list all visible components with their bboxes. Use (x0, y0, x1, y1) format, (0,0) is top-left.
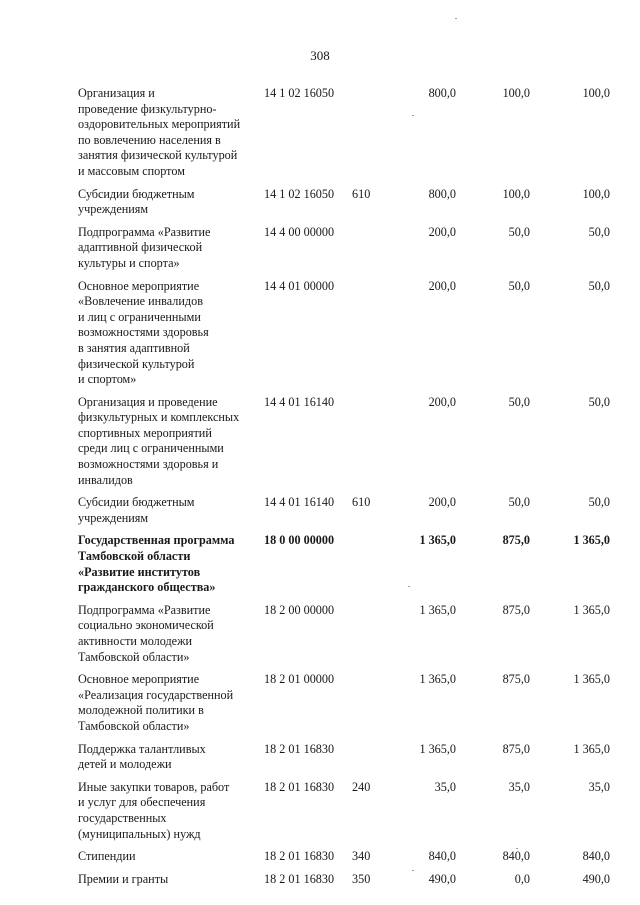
table-row (78, 495, 610, 526)
target-article-code: 14 4 01 16140 (264, 495, 335, 510)
amount-year-3: 100,0 (582, 86, 610, 100)
amount-year-1: 1 365,0 (419, 533, 456, 548)
target-article-code: 18 2 01 16830 (264, 871, 335, 886)
amount-year-2: 0,0 (514, 871, 530, 886)
amount-year-3: 50,0 (588, 495, 610, 510)
expense-type-code: 350 (352, 871, 371, 886)
amount-year-2: 50,0 (508, 224, 530, 239)
amount-year-1: 35,0 (434, 779, 456, 794)
budget-table (78, 86, 610, 894)
target-article-code: 18 0 00 00000 (264, 533, 335, 548)
page-number: 308 (310, 48, 330, 63)
amount-year-2: 100,0 (502, 186, 530, 201)
row-name: Основное мероприятие «Вовлечение инвалидов и лиц с ограниченными возможностями здоровья в занятия адаптивной физической культурой и спортом» (78, 278, 209, 387)
amount-year-3: 50,0 (588, 278, 610, 293)
row-name: Организация и проведение физкультурно- оздоровительных мероприятий по вовлечению населения в занятия физической культурой и массовым спортом (78, 86, 241, 178)
row-name: Субсидии бюджетным учреждениям (78, 495, 195, 525)
amount-year-3: 840,0 (582, 849, 610, 864)
row-name: Организация и проведение физкультурных и комплексных спортивных мероприятий среди лиц с ограниченными возможностями здоровья и инвалидов (78, 394, 240, 487)
target-article-code: 18 2 01 00000 (264, 672, 335, 687)
amount-year-1: 200,0 (428, 224, 456, 239)
row-name: Основное мероприятие «Реализация государственной молодежной политики в Тамбовской области» (78, 672, 234, 733)
scan-speck (455, 18, 457, 19)
amount-year-1: 840,0 (428, 849, 456, 864)
row-name: Подпрограмма «Развитие социально экономической активности молодежи Тамбовской области» (78, 602, 214, 664)
amount-year-1: 800,0 (428, 86, 456, 100)
table-row (78, 279, 610, 388)
row-name: Поддержка талантливых детей и молодежи (78, 741, 206, 772)
amount-year-2: 875,0 (502, 533, 530, 548)
scan-speck (408, 586, 410, 587)
target-article-code: 14 4 01 00000 (264, 278, 335, 293)
amount-year-3: 100,0 (582, 186, 610, 201)
amount-year-3: 50,0 (588, 224, 610, 239)
table-row (78, 603, 610, 665)
row-name: Премии и гранты (78, 871, 169, 886)
amount-year-3: 50,0 (588, 394, 610, 409)
amount-year-3: 1 365,0 (573, 741, 610, 756)
scan-speck (412, 870, 414, 871)
amount-year-2: 50,0 (508, 278, 530, 293)
amount-year-2: 875,0 (502, 741, 530, 756)
amount-year-2: 840,0 (502, 849, 530, 864)
table-row (78, 672, 610, 734)
amount-year-1: 200,0 (428, 278, 456, 293)
amount-year-1: 800,0 (428, 186, 456, 201)
amount-year-2: 50,0 (508, 495, 530, 510)
amount-year-1: 1 365,0 (419, 672, 456, 687)
row-name: Иные закупки товаров, работ и услуг для обеспечения государственных (муниципальных) нужд (78, 779, 230, 841)
amount-year-2: 50,0 (508, 394, 530, 409)
row-name: Подпрограмма «Развитие адаптивной физической культуры и спорта» (78, 224, 211, 270)
expense-type-code: 240 (352, 779, 371, 794)
scan-speck (516, 848, 518, 849)
amount-year-2: 875,0 (502, 602, 530, 617)
target-article-code: 18 2 01 16830 (264, 849, 335, 864)
amount-year-2: 35,0 (508, 779, 530, 794)
target-article-code: 18 2 01 16830 (264, 779, 335, 794)
amount-year-2: 100,0 (502, 86, 530, 100)
table-row (78, 872, 610, 888)
amount-year-2: 875,0 (502, 672, 530, 687)
amount-year-1: 490,0 (428, 871, 456, 886)
target-article-code: 18 2 01 16830 (264, 741, 335, 756)
amount-year-1: 200,0 (428, 495, 456, 510)
target-article-code: 14 1 02 16050 (264, 186, 335, 201)
target-article-code: 14 1 02 16050 (264, 86, 335, 100)
table-row (78, 395, 610, 489)
amount-year-3: 1 365,0 (573, 672, 610, 687)
scan-speck (412, 115, 414, 116)
table-row (78, 187, 610, 218)
amount-year-1: 1 365,0 (419, 602, 456, 617)
expense-type-code: 610 (352, 495, 371, 510)
table-row (78, 225, 610, 272)
amount-year-3: 35,0 (588, 779, 610, 794)
row-name: Стипендии (78, 849, 136, 864)
target-article-code: 14 4 00 00000 (264, 224, 335, 239)
amount-year-3: 490,0 (582, 871, 610, 886)
amount-year-1: 1 365,0 (419, 741, 456, 756)
table-row (78, 780, 610, 842)
amount-year-1: 200,0 (428, 394, 456, 409)
table-row (78, 533, 610, 595)
target-article-code: 14 4 01 16140 (264, 394, 335, 409)
table-row (78, 86, 610, 180)
table-row (78, 849, 610, 865)
row-name: Государственная программа Тамбовской области «Развитие институтов гражданского общества» (78, 533, 235, 595)
amount-year-3: 1 365,0 (573, 533, 610, 548)
table-row (78, 742, 610, 773)
amount-year-3: 1 365,0 (573, 602, 610, 617)
target-article-code: 18 2 00 00000 (264, 602, 335, 617)
row-name: Субсидии бюджетным учреждениям (78, 186, 195, 217)
expense-type-code: 340 (352, 849, 371, 864)
expense-type-code: 610 (352, 186, 371, 201)
